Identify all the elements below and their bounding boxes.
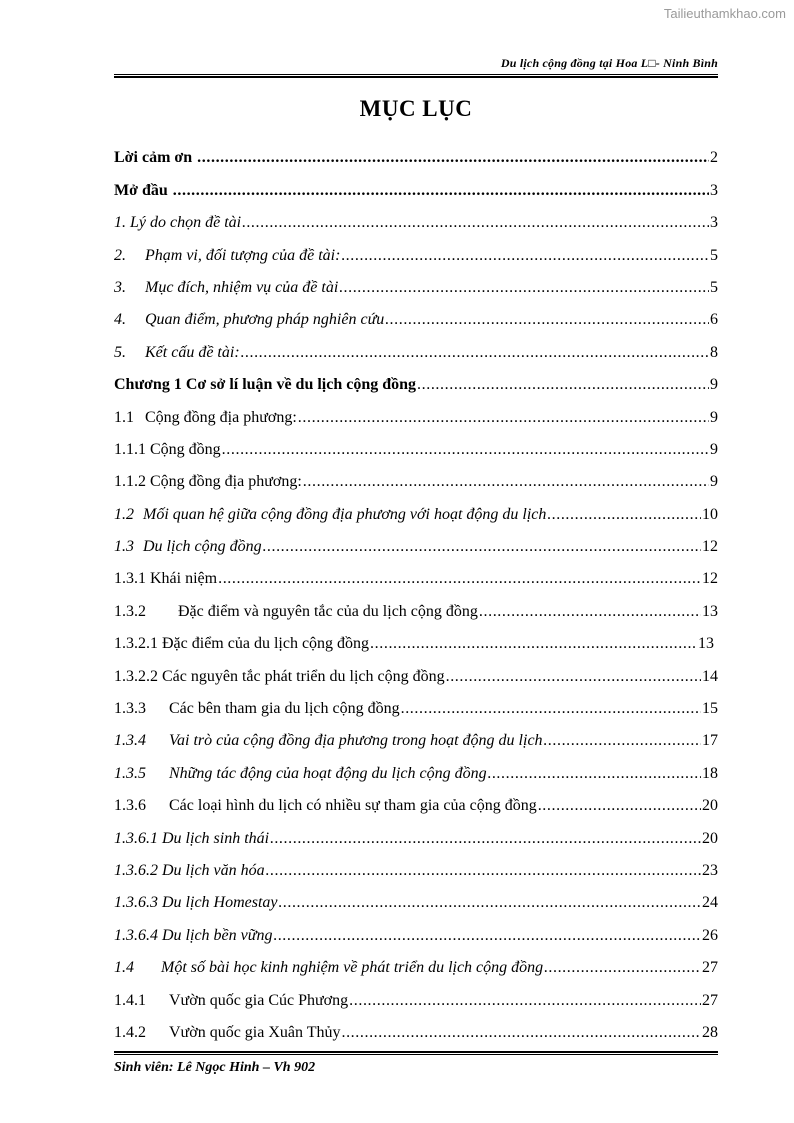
- toc-leader: [298, 408, 709, 428]
- toc-entry-text: Du lịch văn hóa: [162, 861, 265, 879]
- toc-entry-text: Khái niệm: [150, 570, 218, 588]
- toc-page: 9: [710, 473, 718, 491]
- toc-leader: [218, 569, 701, 589]
- toc-entry-text: Vai trò của cộng đồng địa phương trong hoạt động du lịch: [169, 732, 543, 750]
- toc-page: 23: [702, 861, 718, 879]
- toc-entry-num: 1.3.5: [114, 764, 146, 782]
- toc-leader: [270, 829, 701, 849]
- toc-entry[interactable]: [114, 881, 718, 913]
- toc-leader: [547, 505, 701, 525]
- toc-leader: [279, 893, 701, 913]
- toc-entry[interactable]: [114, 1011, 718, 1043]
- toc-leader: [385, 310, 709, 330]
- toc-entry[interactable]: [114, 978, 718, 1010]
- toc-leader: [417, 375, 709, 395]
- toc-entry-text: Các bên tham gia du lịch cộng đồng: [169, 700, 400, 718]
- toc-page: 20: [702, 829, 718, 847]
- toc-entry[interactable]: [114, 687, 718, 719]
- toc-leader: [544, 731, 701, 751]
- toc-page: 9: [710, 376, 718, 394]
- toc-leader: [370, 634, 697, 654]
- toc-entry[interactable]: [114, 492, 718, 524]
- toc-entry-num: 3.: [114, 278, 126, 296]
- toc-entry-text: Phạm vi, đối tượng của đề tài:: [145, 246, 341, 264]
- toc-page: 2: [710, 149, 718, 167]
- toc-entry-text: Du lịch bền vững: [162, 926, 273, 944]
- toc-leader: [197, 148, 709, 168]
- toc-entry[interactable]: [114, 525, 718, 557]
- toc-page: 14: [702, 667, 718, 685]
- toc-entry-num: 1.3.2.1: [114, 635, 158, 653]
- toc-page: 8: [710, 343, 718, 361]
- toc-entry-num: 1.: [114, 214, 126, 232]
- toc-page: 18: [702, 764, 718, 782]
- toc-entry-text: Cộng đồng địa phương:: [145, 408, 297, 426]
- toc-page: 9: [710, 440, 718, 458]
- toc-entry-text: Cộng đồng địa phương:: [150, 473, 302, 491]
- toc-entry[interactable]: [114, 460, 718, 492]
- toc-page: 20: [702, 797, 718, 815]
- toc-entry[interactable]: [114, 168, 718, 200]
- toc-entry-text: Quan điểm, phương pháp nghiên cứu: [145, 311, 385, 329]
- toc-entry[interactable]: [114, 719, 718, 751]
- toc-entry-num: 5.: [114, 343, 126, 361]
- toc-entry[interactable]: [114, 751, 718, 783]
- toc-entry-text: Chương 1 Cơ sở lí luận về du lịch cộng đồng: [114, 376, 417, 394]
- toc-entry-text: Vườn quốc gia Xuân Thủy: [169, 1023, 341, 1041]
- footer-rule: [114, 1051, 718, 1055]
- toc-entry-num: 1.3.3: [114, 700, 146, 718]
- toc-entry[interactable]: [114, 654, 718, 686]
- toc-page: 24: [702, 894, 718, 912]
- toc-page: 28: [702, 1023, 718, 1041]
- header-rule: [114, 74, 718, 78]
- toc-entry-text: Mục đích, nhiệm vụ của đề tài: [145, 278, 339, 296]
- toc-entry-text: Cộng đồng: [150, 440, 221, 458]
- toc-entry-num: 4.: [114, 311, 126, 329]
- toc-entry-num: 1.1: [114, 408, 134, 426]
- toc-entry[interactable]: [114, 784, 718, 816]
- toc-entry-text: Du lịch sinh thái: [162, 829, 270, 847]
- toc-entry-num: 1.3: [114, 538, 134, 556]
- toc-entry-num: 1.3.6: [114, 797, 146, 815]
- toc-entry-text: Đặc điểm của du lịch cộng đồng: [162, 635, 370, 653]
- toc-page: 5: [710, 246, 718, 264]
- toc-page: 10: [702, 505, 718, 523]
- toc-entry[interactable]: [114, 816, 718, 848]
- toc-entry-text: Các loại hình du lịch có nhiều sự tham gia của cộng đồng: [169, 797, 537, 815]
- toc-entry-num: 1.1.1: [114, 440, 146, 458]
- toc-entry-num: 1.3.2: [114, 602, 146, 620]
- toc-leader: [479, 602, 701, 622]
- toc-entry-num: 1.3.6.1: [114, 829, 158, 847]
- toc-leader: [401, 699, 701, 719]
- running-header: Du lịch cộng đồng tại Hoa L□- Ninh Bình: [500, 56, 718, 70]
- toc-entry[interactable]: [114, 946, 718, 978]
- toc-entry-num: 1.3.2.2: [114, 667, 158, 685]
- toc-page: 27: [702, 959, 718, 977]
- toc-entry-text: Các nguyên tắc phát triển du lịch cộng đồng: [162, 667, 445, 685]
- table-of-contents: [114, 136, 718, 1043]
- toc-entry-num: 1.3.6.3: [114, 894, 158, 912]
- footer-author: Sinh viên: Lê Ngọc Hinh – Vh 902: [114, 1060, 316, 1075]
- toc-entry[interactable]: [114, 136, 718, 168]
- toc-leader: [303, 472, 709, 492]
- toc-entry-text: Đặc điểm và nguyên tắc của du lịch cộng đồng: [178, 602, 478, 620]
- toc-entry[interactable]: [114, 589, 718, 621]
- toc-entry-num: 1.4.1: [114, 991, 146, 1009]
- toc-page: 3: [710, 214, 718, 232]
- toc-page: 12: [702, 570, 718, 588]
- toc-page: 3: [710, 181, 718, 199]
- toc-entry[interactable]: [114, 913, 718, 945]
- toc-entry[interactable]: [114, 233, 718, 265]
- toc-leader: [242, 213, 709, 233]
- toc-leader: [488, 764, 701, 784]
- toc-entry[interactable]: [114, 201, 718, 233]
- toc-entry-num: 1.2: [114, 505, 134, 523]
- toc-leader: [173, 181, 709, 201]
- toc-entry-num: 1.3.6.4: [114, 926, 158, 944]
- toc-entry-text: Lời cảm ơn: [114, 149, 193, 167]
- toc-page: 13: [702, 602, 718, 620]
- toc-entry-text: Một số bài học kinh nghiệm về phát triển du lịch cộng đồng: [161, 959, 544, 977]
- toc-entry[interactable]: [114, 622, 714, 654]
- toc-page: 9: [710, 408, 718, 426]
- toc-leader: [339, 278, 709, 298]
- toc-leader: [222, 440, 709, 460]
- toc-entry[interactable]: [114, 428, 718, 460]
- toc-leader: [349, 991, 701, 1011]
- toc-leader: [544, 958, 701, 978]
- toc-entry-num: 1.3.4: [114, 732, 146, 750]
- toc-entry[interactable]: [114, 330, 718, 362]
- toc-entry[interactable]: [114, 395, 718, 427]
- toc-entry-num: 1.1.2: [114, 473, 146, 491]
- watermark: Tailieuthamkhao.com: [663, 6, 786, 21]
- toc-entry-num: 1.3.6.2: [114, 861, 158, 879]
- toc-entry-text: Vườn quốc gia Cúc Phương: [169, 991, 349, 1009]
- toc-entry-text: Du lịch cộng đồng: [143, 538, 262, 556]
- toc-leader: [273, 926, 701, 946]
- toc-entry[interactable]: [114, 557, 718, 589]
- toc-entry[interactable]: [114, 849, 718, 881]
- toc-entry[interactable]: [114, 298, 718, 330]
- toc-page: 6: [710, 311, 718, 329]
- toc-entry-text: Mở đầu: [114, 181, 168, 199]
- toc-entry-num: 1.4: [114, 959, 134, 977]
- toc-title: MỤC LỤC: [359, 96, 473, 121]
- toc-entry-text: Những tác động của hoạt động du lịch cộng đồng: [169, 764, 487, 782]
- toc-leader: [266, 861, 701, 881]
- toc-leader: [538, 796, 701, 816]
- toc-entry-text: Kết cấu đề tài:: [145, 343, 240, 361]
- toc-page: 26: [702, 926, 718, 944]
- toc-entry-text: Lý do chọn đề tài: [130, 214, 242, 232]
- toc-leader: [341, 246, 709, 266]
- toc-page: 5: [710, 278, 718, 296]
- toc-entry-text: Mối quan hệ giữa cộng đồng địa phương với hoạt động du lịch: [143, 505, 547, 523]
- toc-entry-num: 2.: [114, 246, 126, 264]
- toc-page: 27: [702, 991, 718, 1009]
- toc-entry-text: Du lịch Homestay: [162, 894, 278, 912]
- toc-page: 13: [698, 635, 714, 653]
- toc-page: 12: [702, 538, 718, 556]
- toc-page: 17: [702, 732, 718, 750]
- toc-entry-num: 1.3.1: [114, 570, 146, 588]
- toc-leader: [341, 1023, 701, 1043]
- toc-entry-num: 1.4.2: [114, 1023, 146, 1041]
- toc-page: 15: [702, 700, 718, 718]
- toc-leader: [241, 343, 709, 363]
- toc-entry[interactable]: [114, 363, 718, 395]
- toc-leader: [446, 667, 701, 687]
- toc-leader: [263, 537, 701, 557]
- toc-entry[interactable]: [114, 266, 718, 298]
